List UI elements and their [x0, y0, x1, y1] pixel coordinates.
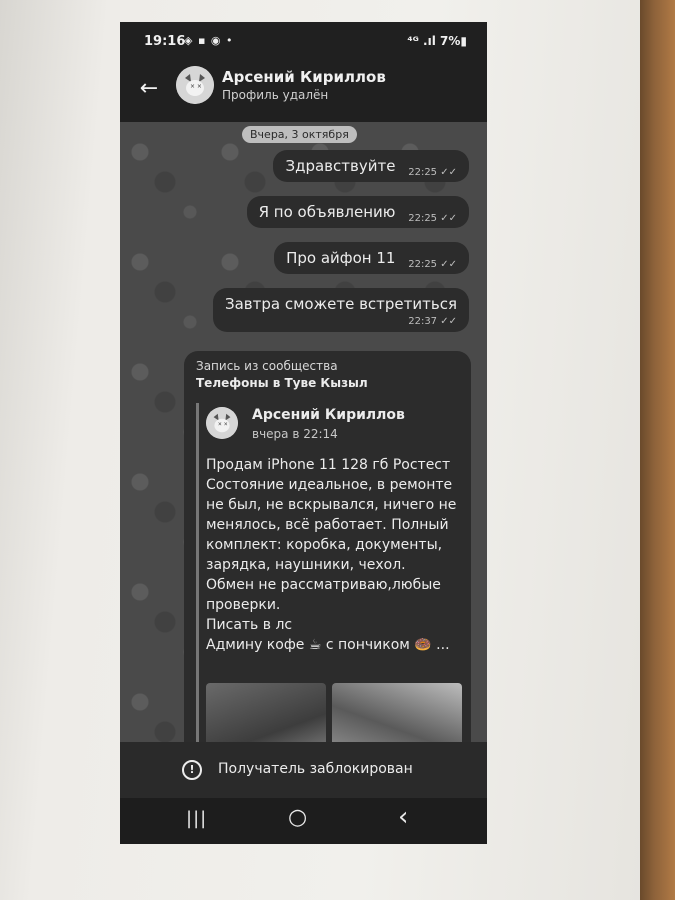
- outgoing-message[interactable]: [247, 196, 469, 228]
- message-meta: 22:37 ✓✓: [408, 316, 457, 327]
- outgoing-message[interactable]: [273, 150, 469, 182]
- contact-name: Арсений Кириллов: [222, 68, 386, 86]
- message-text: Про айфон 11: [286, 249, 396, 267]
- wooden-table: [640, 0, 675, 900]
- contact-status: Профиль удалён: [222, 88, 329, 102]
- signal-battery-icons: ⁴ᴳ .ıl 7%▮: [407, 34, 467, 48]
- read-ticks-icon: ✓✓: [440, 259, 457, 270]
- recents-icon[interactable]: |||: [186, 808, 208, 829]
- back-arrow-icon[interactable]: ←: [139, 76, 159, 101]
- post-author-avatar[interactable]: [206, 407, 238, 439]
- blocked-banner: [120, 742, 487, 798]
- read-ticks-icon: ✓✓: [440, 213, 457, 224]
- message-meta: 22:25 ✓✓: [408, 213, 457, 224]
- outgoing-message[interactable]: [274, 242, 469, 274]
- notification-icons: ◈ ▪ ◉ •: [184, 34, 234, 47]
- date-separator: Вчера, 3 октября: [242, 126, 357, 143]
- repost-caption: Запись из сообщества: [196, 359, 338, 373]
- svg-text:× ×: × ×: [217, 421, 228, 428]
- info-exclamation-icon: !: [182, 760, 202, 780]
- quote-divider: [196, 403, 199, 771]
- svg-text:× ×: × ×: [190, 83, 202, 90]
- read-ticks-icon: ✓✓: [440, 167, 457, 178]
- status-bar: [120, 22, 487, 60]
- phone-screenshot: [120, 22, 487, 844]
- deleted-dog-avatar-icon: [176, 66, 214, 104]
- post-author-name[interactable]: Арсений Кириллов: [252, 407, 405, 423]
- home-icon[interactable]: ○: [288, 805, 308, 830]
- community-name[interactable]: Телефоны в Туве Кызыл: [196, 376, 368, 390]
- system-nav-bar: [120, 798, 487, 844]
- post-time: вчера в 22:14: [252, 427, 338, 441]
- blocked-label: Получатель заблокирован: [218, 761, 413, 777]
- outgoing-message[interactable]: [213, 288, 469, 332]
- chat-header: [120, 60, 487, 122]
- message-meta: 22:25 ✓✓: [408, 259, 457, 270]
- message-meta: 22:25 ✓✓: [408, 167, 457, 178]
- status-time: 19:16: [144, 34, 186, 49]
- contact-avatar[interactable]: [176, 66, 214, 104]
- message-text: Я по объявлению: [258, 203, 396, 221]
- deleted-dog-avatar-icon: [206, 407, 238, 439]
- back-nav-icon[interactable]: ‹: [398, 802, 409, 832]
- post-text: Продам iPhone 11 128 гб Ростест Состояние идеальное, в ремонте не был, не вскрывался, ничего не менялось, всё работает. Полный комплект: коробка, документы, зарядка, наушники, чехол. Обмен не рассматриваю,любые проверки. Писать в лс Админу кофе ☕ с пончиком 🍩 ...: [206, 457, 457, 653]
- chat-area[interactable]: [120, 122, 487, 742]
- read-ticks-icon: ✓✓: [440, 316, 457, 327]
- shared-post-message[interactable]: [184, 351, 471, 771]
- message-text: Завтра сможете встретиться: [225, 295, 457, 313]
- message-text: Здравствуйте: [285, 157, 396, 175]
